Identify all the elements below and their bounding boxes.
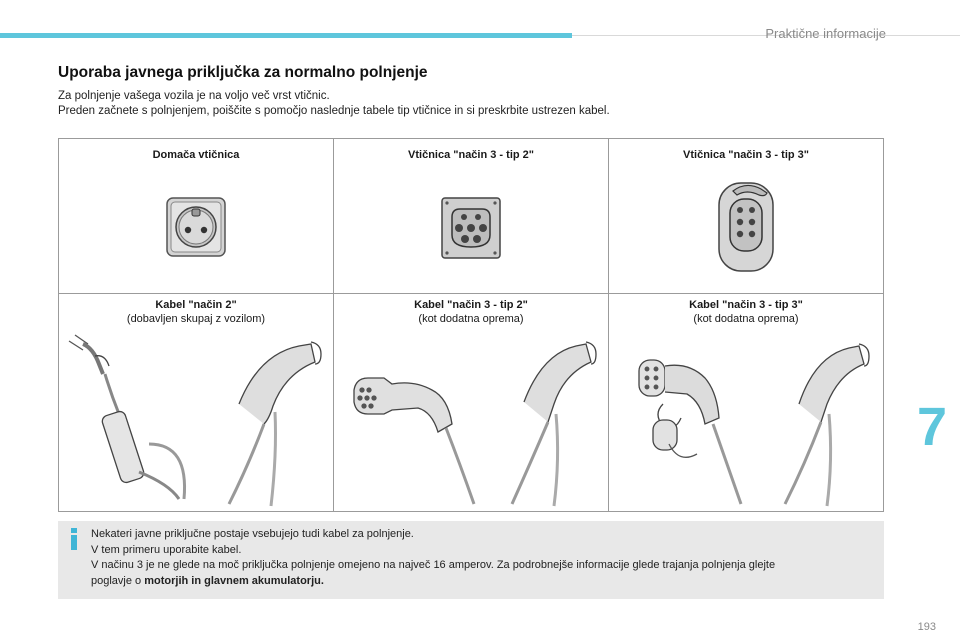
socket-cable-table [58,138,884,512]
mode3-type2-cable-icon [334,294,609,511]
domestic-socket-title: Domača vtičnica [152,149,240,161]
page-number: 193 [917,621,936,633]
type2-socket-title: Vtičnica "način 3 - tip 2" [408,149,534,161]
cell-type2-socket [334,139,609,294]
page-title: Uporaba javnega priključka za normalno polnjenje [58,64,428,81]
mode2-cable-title: Kabel "način 2" [155,299,237,311]
intro-text [58,89,610,119]
section-header-label: Praktične informacije [765,26,886,41]
mode2-cable-icon [59,294,334,511]
mode3-type3-cable-subtitle: (kot dodatna oprema) [693,313,799,325]
mode3-type2-cable-subtitle: (kot dodatna oprema) [418,313,524,325]
header-accent-bar [0,33,572,38]
mode3-type3-cable-title: Kabel "način 3 - tip 3" [689,299,803,311]
cell-domestic-socket [59,139,334,294]
type2-socket-icon [439,195,503,261]
mode2-cable-subtitle: (dobavljen skupaj z vozilom) [126,313,266,325]
mode3-type3-cable-icon [609,294,883,511]
info-link-text: motorjih in glavnem akumulatorju. [144,574,324,587]
intro-line-1: Za polnjenje vašega vozila je na voljo več vrst vtičnic. [58,90,330,102]
type3-socket-icon [713,177,779,277]
info-line-2: V tem primeru uporabite kabel. [91,543,242,556]
domestic-socket-icon [164,195,228,259]
cell-mode3-type2-cable [334,294,609,511]
info-line-4: poglavje o motorjih in glavnem akumulatorju. [91,574,324,587]
intro-line-2: Preden začnete s polnjenjem, poiščite s pomočjo naslednje tabele tip vtičnice in si preskrbite ustrezen kabel. [58,105,610,117]
info-note [58,521,884,599]
info-line-1: Nekateri javne priključne postaje vsebujejo tudi kabel za polnjenje. [91,528,414,540]
info-line-3: V načinu 3 je ne glede na moč priključka polnjenje omejeno na največ 16 amperov. Za podrobnejše informacije glede trajanja polnjenja glejte [91,559,776,571]
cell-mode2-cable [59,294,334,511]
chapter-number: 7 [916,397,948,457]
info-icon [68,528,80,550]
cell-mode3-type3-cable [609,294,883,511]
cell-type3-socket [609,139,883,294]
mode3-type2-cable-title: Kabel "način 3 - tip 2" [414,299,528,311]
type3-socket-title: Vtičnica "način 3 - tip 3" [683,149,809,161]
